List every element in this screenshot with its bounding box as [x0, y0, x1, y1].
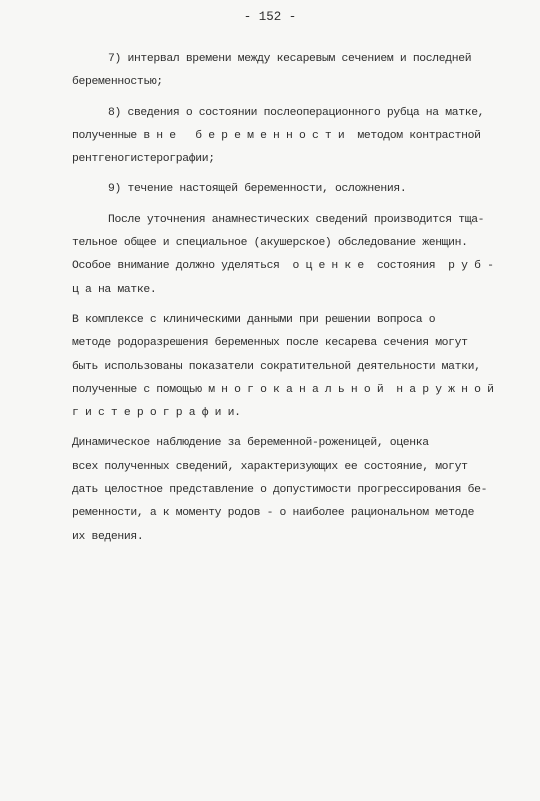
page-number: - 152 -: [243, 10, 297, 24]
text-line: В комплексе с клиническими данными при решении вопроса о: [72, 313, 436, 326]
text-line: дать целостное представление о допустимости прогрессирования бе-: [72, 484, 488, 497]
text-line: тельное общее и специальное (акушерское) обследование женщин.: [72, 237, 468, 250]
paragraph-dynamic-observation: [72, 432, 512, 548]
paragraph-examination: [72, 209, 512, 302]
list-item-7: [72, 48, 512, 95]
text-line: ц а на матке.: [72, 283, 157, 296]
text-line: г и с т е р о г р а ф и и.: [72, 407, 241, 420]
text-line: 7) интервал времени между кесаревым сечением и последней: [108, 53, 472, 65]
text-line: После уточнения анамнестических сведений производится тща-: [108, 213, 485, 226]
text-line: Особое внимание должно уделяться о ц е н к е состояния р у б -: [72, 260, 494, 273]
text-line: 8) сведения о состоянии послеоперационного рубца на матке,: [108, 106, 485, 119]
paragraph-clinical-data: [72, 309, 512, 425]
list-item-8: [72, 102, 512, 172]
text-line: ременности, а к моменту родов - о наиболее рациональном методе: [72, 507, 475, 520]
text-line: быть использованы показатели сократительной деятельности матки,: [72, 360, 481, 373]
text-line: их ведения.: [72, 530, 144, 543]
text-line: полученные в н е б е р е м е н н о с т и методом контрастной: [72, 129, 481, 142]
text-line: беременностью;: [72, 76, 163, 89]
text-line: всех полученных сведений, характеризующих ее состояние, могут: [72, 460, 468, 473]
text-line: 9) течение настоящей беременности, осложнения.: [108, 183, 407, 196]
document-body: [72, 48, 512, 556]
text-line: Динамическое наблюдение за беременной-роженицей, оценка: [72, 437, 429, 450]
text-line: полученные с помощью м н о г о к а н а л ь н о й н а р у ж н о й: [72, 383, 494, 396]
list-item-9: [72, 178, 512, 201]
text-line: методе родоразрешения беременных после кесарева сечения могут: [72, 337, 468, 350]
text-line: рентгеногистерографии;: [72, 153, 215, 166]
